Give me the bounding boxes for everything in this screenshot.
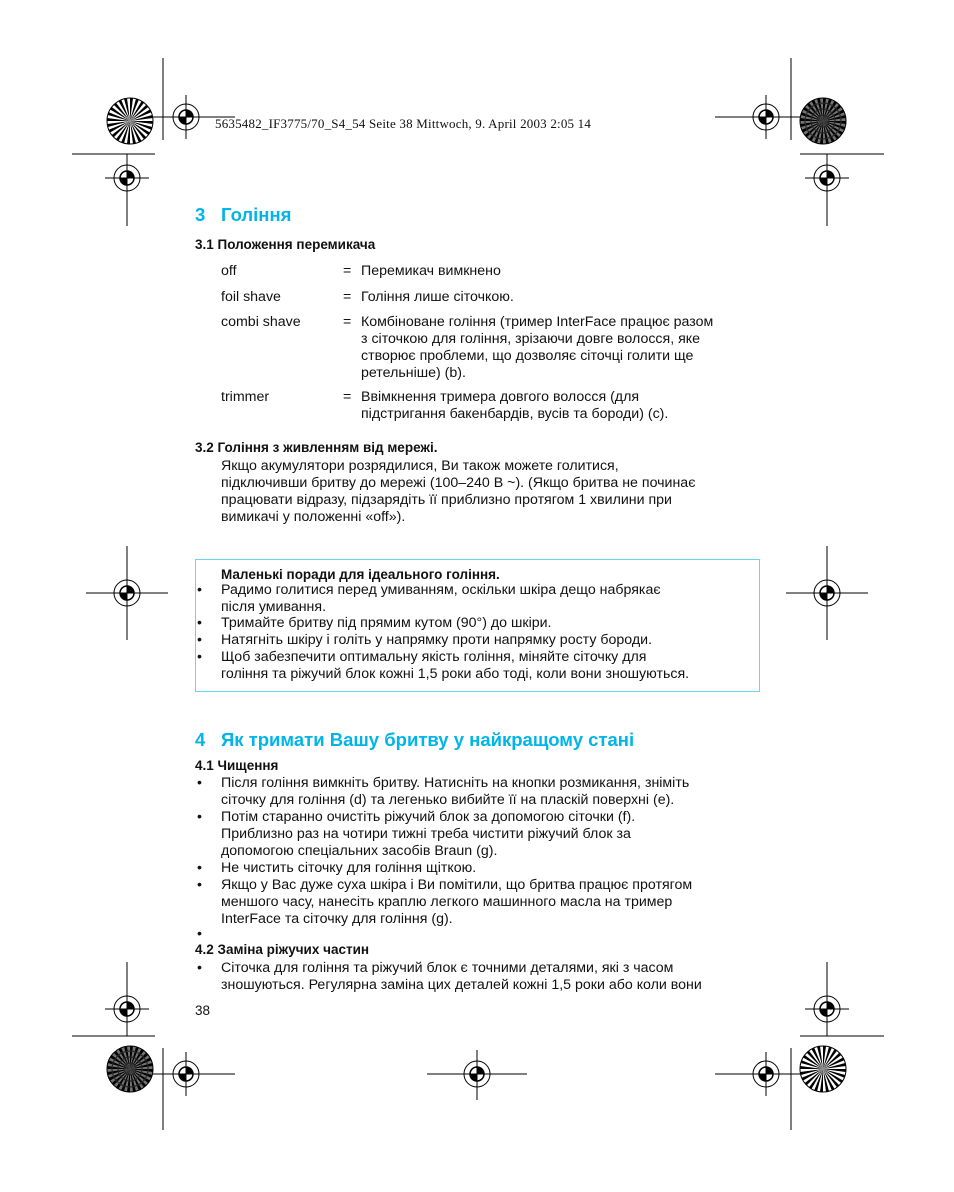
bullet-line: Потім старанно очистіть ріжучий блок за допомогою сіточки (f).	[221, 809, 636, 825]
bullet-line: Приблизно раз на чотири тижні треба чистити ріжучий блок за	[221, 826, 631, 842]
equals-sign: =	[343, 314, 352, 330]
bullet-icon: •	[197, 960, 202, 976]
paragraph-line: працювати відразу, підзарядіть її приблизно протягом 1 хвилини при	[221, 492, 672, 508]
switch-term: trimmer	[221, 389, 270, 405]
bullet-text	[221, 926, 763, 943]
bullet-icon: •	[197, 582, 202, 598]
bullet-item	[197, 632, 763, 649]
bullet-item	[197, 582, 763, 616]
switch-term: off	[221, 263, 237, 279]
section-title: Як тримати Вашу бритву у найкращому стані	[221, 729, 635, 750]
registration-mark-icon	[105, 987, 149, 1031]
section-number: 4	[195, 729, 206, 750]
bullet-item	[197, 649, 763, 683]
subsection-4-2-heading: 4.2 Заміна ріжучих частин	[195, 942, 370, 957]
definition-line: Ввімкнення тримера довгого волосся (для	[361, 389, 640, 405]
subsection-3-2-heading: 3.2 Гоління з живленням від мережі.	[195, 440, 438, 455]
section-4-heading	[195, 729, 634, 751]
paragraph-line: Якщо акумулятори розрядилися, Ви також можете голитися,	[221, 458, 619, 474]
bullet-icon: •	[197, 809, 202, 825]
bullet-line: Не чистить сіточку для гоління щіткою.	[221, 860, 477, 876]
bullet-item	[197, 775, 763, 809]
definition-line: підстригання бакенбардів, вусів та бороди) (c).	[361, 406, 669, 422]
bullet-text	[221, 775, 763, 809]
switch-definition	[361, 289, 761, 306]
bullet-item	[197, 809, 763, 860]
bullet-line	[221, 926, 763, 943]
tips-heading: Маленькі поради для ідеального гоління.	[221, 567, 500, 582]
section-3-heading	[195, 204, 291, 226]
bullet-item	[197, 877, 763, 928]
switch-definition	[361, 389, 761, 423]
bullet-line: Сіточка для гоління та ріжучий блок є точними деталями, які з часом	[221, 960, 674, 976]
bullet-text	[221, 860, 763, 877]
bullet-text	[221, 632, 763, 649]
bullet-line: зношуються. Регулярна заміна цих деталей кожні 1,5 роки або коли вони	[221, 977, 702, 993]
equals-sign: =	[343, 389, 352, 405]
print-info-line: 5635482_IF3775/70_S4_54 Seite 38 Mittwoch, 9. April 2003 2:05 14	[215, 116, 592, 131]
bullet-icon: •	[197, 649, 202, 665]
bullet-icon: •	[197, 860, 202, 876]
bullet-text	[221, 809, 763, 860]
bullet-item	[197, 860, 763, 877]
registration-mark-icon	[805, 987, 849, 1031]
definition-line: створює проблеми, що дозволяє сіточці голити ще	[361, 348, 694, 364]
registration-mark-icon	[805, 156, 849, 200]
bullet-line: InterFace та сіточку для гоління (g).	[221, 911, 453, 927]
mains-shaving-paragraph	[221, 458, 766, 526]
bullet-line: меншого часу, нанесіть краплю легкого машинного масла на тример	[221, 894, 673, 910]
equals-sign: =	[343, 263, 352, 279]
switch-definition	[361, 314, 761, 382]
bullet-line: Радимо голитися перед умиванням, оскільки шкіра дещо набрякає	[221, 582, 661, 598]
registration-mark-icon	[105, 571, 149, 615]
starburst-target-icon	[800, 98, 846, 144]
bullet-line: Якщо у Вас дуже суха шкіра і Ви помітили, що бритва працює протягом	[221, 877, 693, 893]
page-number: 38	[195, 1003, 211, 1018]
equals-sign: =	[343, 289, 352, 305]
definition-line: Гоління лише сіточкою.	[361, 289, 514, 305]
section-number: 3	[195, 204, 206, 225]
definition-line: з сіточкою для гоління, зрізаючи довге волосся, яке	[361, 331, 701, 347]
definition-line: ретельніше) (b).	[361, 365, 466, 381]
subsection-3-1-heading: 3.1 Положення перемикача	[195, 237, 376, 252]
starburst-target-icon	[800, 1046, 846, 1092]
bullet-text	[221, 649, 763, 683]
registration-mark-icon	[105, 156, 149, 200]
bullet-line: сіточку для гоління (d) та легенько вибийте її на пласкій поверхні (e).	[221, 792, 675, 808]
bullet-text	[221, 582, 763, 616]
switch-definition	[361, 263, 761, 280]
bullet-icon: •	[197, 632, 202, 648]
bullet-item	[197, 926, 763, 943]
starburst-target-icon	[107, 1046, 153, 1092]
subsection-4-1-heading: 4.1 Чищення	[195, 758, 279, 773]
starburst-target-icon	[107, 98, 153, 144]
bullet-item	[197, 960, 763, 994]
definition-line: Перемикач вимкнено	[361, 263, 501, 279]
bullet-line: допомогою спеціальних засобів Braun (g).	[221, 843, 498, 859]
definition-line: Комбіноване гоління (тример InterFace працює разом	[361, 314, 714, 330]
bullet-icon: •	[197, 615, 202, 631]
bullet-icon: •	[197, 926, 202, 942]
bullet-line: Щоб забезпечити оптимальну якість гоління, міняйте сіточку для	[221, 649, 647, 665]
bullet-icon: •	[197, 877, 202, 893]
bullet-icon: •	[197, 775, 202, 791]
section-title: Гоління	[221, 204, 292, 225]
bullet-line: Після гоління вимкніть бритву. Натисніть на кнопки розмикання, зніміть	[221, 775, 690, 791]
bullet-line: гоління та ріжучий блок кожні 1,5 роки або тоді, коли вони зношуються.	[221, 666, 690, 682]
bullet-text	[221, 615, 763, 632]
bullet-line: Натягніть шкіру і голіть у напрямку проти напрямку росту бороди.	[221, 632, 653, 648]
paragraph-line: підключивши бритву до мережі (100–240 В ~). (Якщо бритва не починає	[221, 475, 696, 491]
switch-term: foil shave	[221, 289, 281, 305]
paragraph-line: вимикачі у положенні «off»).	[221, 509, 406, 525]
switch-term: combi shave	[221, 314, 301, 330]
bullet-line: Тримайте бритву під прямим кутом (90°) до шкіри.	[221, 615, 552, 631]
bullet-line: після умивання.	[221, 599, 327, 615]
bullet-text	[221, 960, 763, 994]
registration-mark-icon	[805, 571, 849, 615]
bullet-item	[197, 615, 763, 632]
bullet-text	[221, 877, 763, 928]
